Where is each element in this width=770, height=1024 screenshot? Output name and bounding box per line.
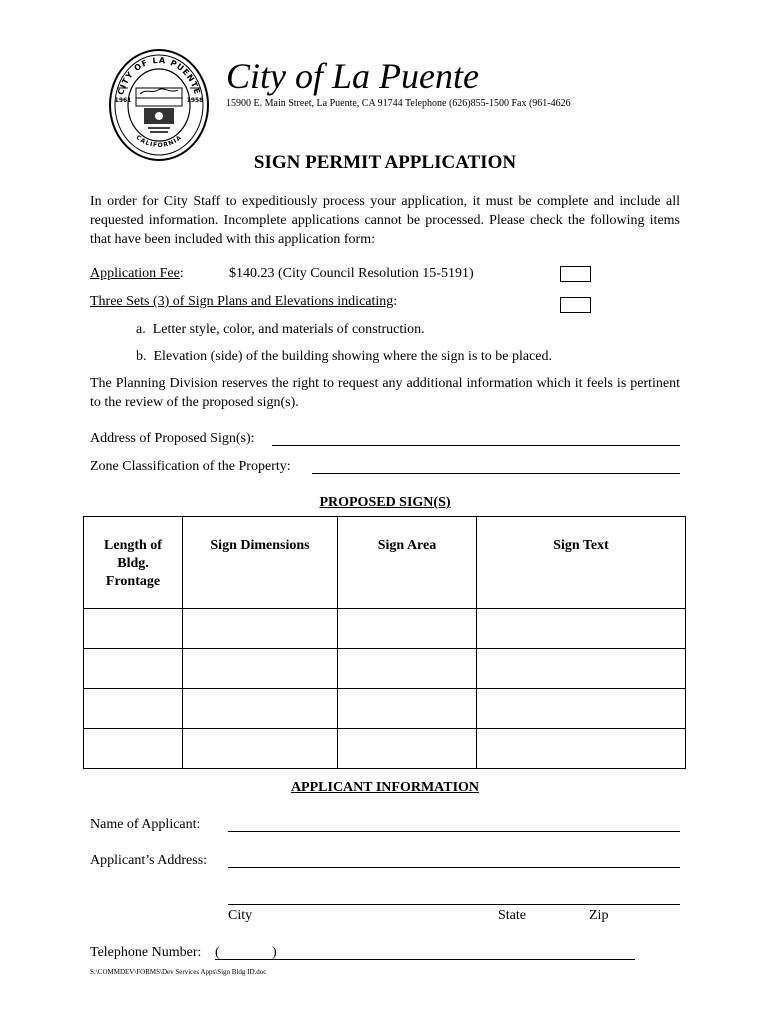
zone-classification-label: Zone Classification of the Property:: [90, 459, 291, 474]
column-header-frontage: [84, 517, 183, 609]
column-header-frontage-line3: Frontage: [105, 574, 161, 589]
column-header-area: Sign Area: [338, 517, 477, 609]
sign-text-cell[interactable]: [477, 689, 686, 729]
seal-year-right: 1958: [186, 97, 204, 104]
zip-label: Zip: [589, 908, 609, 923]
table-row: [84, 689, 686, 729]
sign-text-cell[interactable]: [477, 729, 686, 769]
reserve-paragraph: The Planning Division reserves the right to request any additional information which it feels is pertinent to the review of the proposed sign(s).: [90, 376, 680, 410]
dimensions-cell[interactable]: [183, 609, 338, 649]
application-fee-label: Application Fee: [90, 266, 180, 281]
frontage-cell[interactable]: [84, 689, 183, 729]
seal-year-left: 1961: [114, 97, 132, 104]
sign-plans-row: [90, 294, 397, 310]
dimensions-cell[interactable]: [183, 729, 338, 769]
area-cell[interactable]: [338, 609, 477, 649]
application-fee-value: $140.23 (City Council Resolution 15-5191): [229, 266, 474, 281]
sign-plans-checkbox[interactable]: [560, 297, 591, 313]
application-fee-row: [90, 266, 184, 282]
applicant-information-heading: APPLICANT INFORMATION: [290, 780, 480, 795]
applicant-name-field[interactable]: [228, 831, 680, 832]
table-row: [84, 729, 686, 769]
table-row: [84, 649, 686, 689]
proposed-signs-table: [83, 516, 686, 769]
applicant-name-label: Name of Applicant:: [90, 817, 201, 832]
sign-plans-label: Three Sets (3) of Sign Plans and Elevations indicating: [90, 294, 394, 309]
plans-item-b: b. Elevation (side) of the building showing where the sign is to be placed.: [136, 349, 553, 364]
application-fee-checkbox[interactable]: [560, 266, 591, 282]
table-row: [84, 609, 686, 649]
column-header-sign-text: Sign Text: [477, 517, 686, 609]
telephone-field[interactable]: [215, 959, 635, 960]
telephone-close-paren: ): [272, 945, 277, 960]
area-cell[interactable]: [338, 649, 477, 689]
zone-classification-field[interactable]: [312, 473, 680, 474]
form-title: SIGN PERMIT APPLICATION: [253, 152, 517, 173]
sign-address-field[interactable]: [272, 445, 680, 446]
frontage-cell[interactable]: [84, 729, 183, 769]
frontage-cell[interactable]: [84, 609, 183, 649]
city-label: City: [228, 908, 253, 923]
column-header-frontage-line1: Length of: [104, 538, 162, 553]
table-header-row: [84, 517, 686, 609]
sign-text-cell[interactable]: [477, 609, 686, 649]
frontage-cell[interactable]: [84, 649, 183, 689]
column-header-frontage-line2: Bldg.: [117, 556, 149, 571]
city-name-heading: City of La Puente: [226, 56, 479, 96]
footer-file-path: S:\COMMDEV\FORMS\Dev Services Apps\Sign Bldg ID.doc: [90, 968, 267, 976]
sign-text-cell[interactable]: [477, 649, 686, 689]
dimensions-cell[interactable]: [183, 689, 338, 729]
city-seal-logo: [108, 48, 210, 162]
state-label: State: [498, 908, 526, 923]
plans-item-a: a. Letter style, color, and materials of construction.: [136, 322, 425, 337]
applicant-city-state-zip-field[interactable]: [228, 904, 680, 905]
applicant-address-field[interactable]: [228, 867, 680, 868]
application-fee-colon: :: [179, 266, 184, 281]
area-cell[interactable]: [338, 729, 477, 769]
sign-address-label: Address of Proposed Sign(s):: [90, 431, 255, 446]
column-header-dimensions: Sign Dimensions: [183, 517, 338, 609]
seal-top-text: CITY OF LA PUENTE: [116, 55, 202, 96]
city-address-line: 15900 E. Main Street, La Puente, CA 91744 Telephone (626)855-1500 Fax (961-4626: [226, 98, 571, 109]
intro-paragraph: In order for City Staff to expeditiously process your application, it must be complete and include all requested information. Incomplete applications cannot be processed. Please check the following items that have been included with this application form:: [90, 194, 680, 247]
seal-bottom-text: CALIFORNIA: [134, 134, 184, 150]
area-cell[interactable]: [338, 689, 477, 729]
telephone-open-paren: (: [215, 945, 220, 960]
dimensions-cell[interactable]: [183, 649, 338, 689]
telephone-label: Telephone Number:: [90, 945, 202, 960]
applicant-address-label: Applicant’s Address:: [90, 853, 208, 868]
sign-plans-colon: :: [393, 294, 398, 309]
proposed-signs-heading: PROPOSED SIGN(S): [319, 495, 451, 510]
